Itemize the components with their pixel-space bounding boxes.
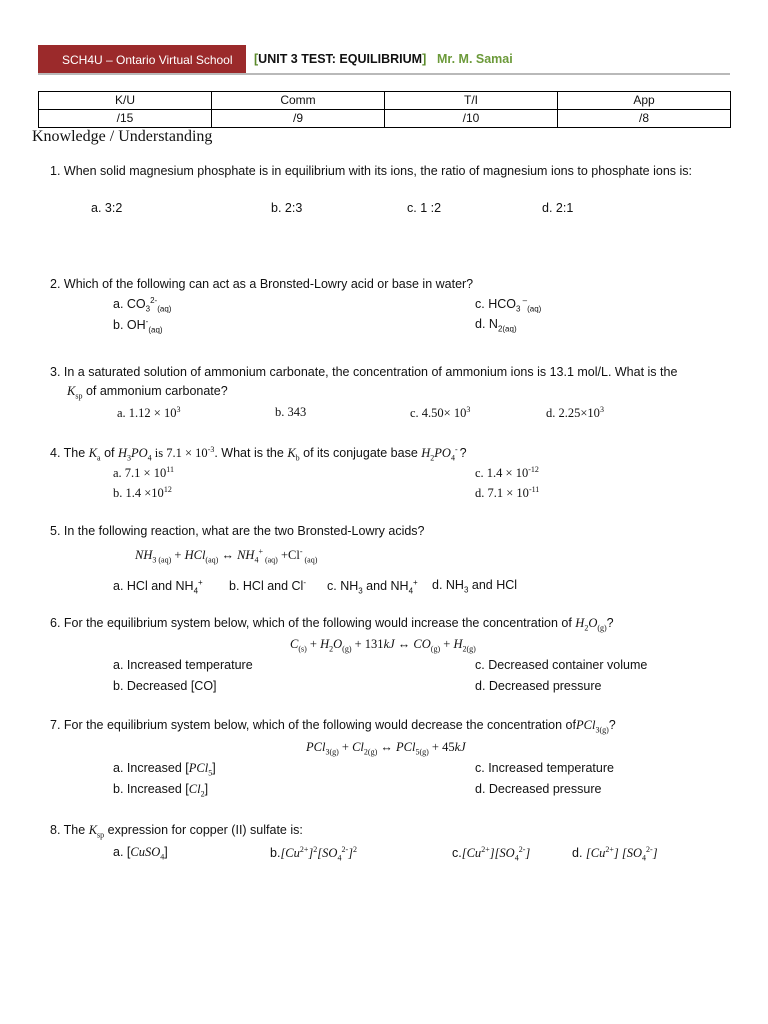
q6-option-a: a. Increased temperature <box>113 658 253 672</box>
q5-eq-arrow: ↔ <box>218 548 238 563</box>
q3-a-text: a. 1.12 × 10 <box>117 406 177 421</box>
q8-c-formula: ] <box>525 846 531 861</box>
q2-option-c <box>475 296 541 314</box>
q7-eq-op: + <box>338 740 353 754</box>
q2-c-text: c. HCO <box>475 297 516 312</box>
q4-stem-part: of its conjugate base <box>299 446 422 461</box>
q4-base-sub: 4 <box>450 453 455 463</box>
q6-h2o-state: (g) <box>597 623 607 633</box>
q8-a-text: ] <box>164 845 168 859</box>
q1-option-a: a. 3:2 <box>91 201 123 215</box>
q8-option-d <box>572 845 658 863</box>
q8-a-text: a. [ <box>113 845 131 859</box>
q4-base: PO <box>434 446 451 461</box>
q6-eq-sub: (s) <box>298 644 307 654</box>
q7-a-text: ] <box>212 761 216 775</box>
q7-eq-sub: 3(g) <box>325 747 339 757</box>
q4-b-exp: 12 <box>163 485 172 494</box>
q4-acid: H <box>117 446 127 461</box>
q5-c-charge: + <box>413 578 418 587</box>
q7-a-sub: 5 <box>208 768 213 778</box>
q8-a-sub: 4 <box>160 852 165 862</box>
q2-b-state: (aq) <box>148 325 163 335</box>
q1-stem: 1. When solid magnesium phosphate is in equilibrium with its ions, the ratio of magnesium ions to phosphate ions is: <box>50 164 693 178</box>
q7-equation <box>306 740 466 757</box>
q2-c-sub: 3 <box>515 304 521 314</box>
q4-d-text: d. 7.1 × 10 <box>475 486 529 501</box>
section-title: Knowledge / Understanding <box>32 128 213 145</box>
q5-eq-charge: - <box>299 547 303 556</box>
q4-ka-exp: -3 <box>207 445 215 454</box>
q8-stem-text: 8. The <box>50 823 89 837</box>
q2-a-text: a. CO <box>113 297 146 312</box>
q4-ka-value: is 7.1 × 10 <box>151 446 208 461</box>
q6-eq-sub: 2 <box>462 644 467 654</box>
q5-d-text: d. NH <box>432 578 464 592</box>
q8-d-formula: ] <box>652 846 658 861</box>
q3-ksp-symbol: K <box>67 384 76 398</box>
q3-option-b: b. 343 <box>275 405 307 419</box>
q7-option-b <box>113 782 208 799</box>
q8-c-formula: ][SO <box>489 846 515 861</box>
q5-eq-sub: 3 (aq) <box>152 555 172 565</box>
q4-kb-sub: b <box>295 453 300 463</box>
q5-eq-sub: (aq) <box>302 555 318 565</box>
q7-option-c: c. Increased temperature <box>475 761 614 775</box>
q4-d-exp: -11 <box>528 485 540 494</box>
q5-eq-term: HCl <box>184 548 206 563</box>
q7-stem-end: ? <box>608 718 616 732</box>
q4-base: H <box>421 446 431 461</box>
q7-stem-text: 7. For the equilibrium system below, which of the following would decrease the concentration of <box>50 718 576 732</box>
q6-eq-op: + <box>306 637 321 651</box>
q8-b-formula: [SO <box>317 846 338 861</box>
q5-eq-op: + <box>171 548 185 563</box>
q8-c-label: c. <box>452 846 462 861</box>
course-label: SCH4U – Ontario Virtual School <box>62 53 233 67</box>
q7-a-formula: PCl <box>188 761 209 775</box>
q3-option-c <box>410 405 470 421</box>
q8-option-b <box>270 845 357 863</box>
q2-stem: 2. Which of the following can act as a Bronsted-Lowry acid or base in water? <box>50 277 474 291</box>
marks-total-app: /8 <box>558 110 731 128</box>
q5-eq-sub: 4 <box>254 555 259 565</box>
marks-table <box>38 91 731 128</box>
teacher-name: Mr. M. Samai <box>437 52 513 66</box>
q4-stem-part: . What is the <box>214 446 288 461</box>
marks-header-ti: T/I <box>385 92 558 110</box>
q6-eq-term: H <box>453 637 463 651</box>
q4-stem-part: ? <box>459 446 467 461</box>
q8-ksp-sub: sp <box>97 830 105 840</box>
q3-stem-line1: 3. In a saturated solution of ammonium carbonate, the concentration of ammonium ions is 13.1 mol/L. What is the <box>50 365 678 379</box>
q4-b-text: b. 1.4 ×10 <box>113 486 164 501</box>
q5-eq-term: NH <box>135 548 153 563</box>
q4-acid: PO <box>131 446 148 461</box>
q6-option-c: c. Decreased container volume <box>475 658 648 672</box>
bracket-open: [ <box>254 52 259 66</box>
q5-c-sub: 3 <box>358 586 363 596</box>
q5-d-text: and HCl <box>468 578 518 592</box>
q8-c-formula: [Cu <box>461 846 482 861</box>
header-divider <box>38 73 730 75</box>
q4-stem-part: of <box>100 446 118 461</box>
marks-total-comm: /9 <box>212 110 385 128</box>
q8-b-charge: 2+ <box>299 845 309 854</box>
q8-ksp-symbol: K <box>88 823 98 837</box>
q4-kb-symbol: K <box>287 446 296 461</box>
q8-d-label: d. <box>572 846 586 861</box>
q4-c-text: c. 1.4 × 10 <box>475 466 529 481</box>
q5-equation <box>135 547 317 565</box>
q2-c-charge: – <box>520 296 528 305</box>
q3-c-text: c. 4.50× 10 <box>410 406 467 421</box>
q5-option-a <box>113 578 203 596</box>
marks-total-ku: /15 <box>39 110 212 128</box>
q7-eq-term: Cl <box>352 740 364 754</box>
unit-label: UNIT 3 TEST: EQUILIBRIUM <box>258 52 423 66</box>
q3-a-exp: 3 <box>176 405 181 414</box>
q5-a-sub: 4 <box>193 586 199 596</box>
q8-d-sub: 4 <box>642 853 647 863</box>
q7-b-sub: 2 <box>200 789 205 799</box>
q6-eq-op: + 131 <box>351 637 384 651</box>
q8-option-c <box>452 845 530 863</box>
q7-eq-sub: 2(g) <box>363 747 378 757</box>
q6-h2o: O <box>588 616 598 630</box>
q4-option-c <box>475 465 539 481</box>
q7-eq-op: + 45 <box>428 740 455 754</box>
q4-base-sub: 2 <box>430 453 435 463</box>
q7-pcl3: PCl <box>575 718 596 732</box>
course-banner <box>38 45 246 75</box>
q2-d-text: d. N <box>475 317 498 331</box>
q5-eq-charge: + <box>258 547 263 556</box>
q4-option-a <box>113 465 174 481</box>
q7-option-a <box>113 761 216 778</box>
q4-a-exp: 11 <box>166 465 174 474</box>
q8-stem-text: expression for copper (II) sulfate is: <box>104 823 303 837</box>
q7-b-text: ] <box>204 782 209 796</box>
q8-c-charge: 2- <box>518 845 526 854</box>
q2-option-b <box>113 317 163 335</box>
q3-option-a <box>117 405 180 421</box>
q5-c-sub: 4 <box>408 586 414 596</box>
q6-eq-sub: (g) <box>466 644 476 654</box>
q2-option-a <box>113 296 171 314</box>
q6-eq-term: CO <box>413 637 431 651</box>
q5-b-text: b. HCl and Cl <box>229 579 304 594</box>
q7-pcl3-sub: 3(g) <box>595 725 609 735</box>
q3-option-d <box>546 405 604 421</box>
q8-stem <box>50 823 303 840</box>
q8-b-formula: ] <box>308 846 314 861</box>
q6-eq-op: + <box>440 637 454 651</box>
q3-stem-line2 <box>67 384 228 401</box>
q5-b-charge: - <box>303 578 307 587</box>
q8-d-formula: [Cu <box>585 846 606 861</box>
q1-option-b: b. 2:3 <box>271 201 303 215</box>
q3-c-exp: 3 <box>466 405 471 414</box>
q2-b-charge: - <box>145 317 149 326</box>
q7-eq-term: PCl <box>306 740 326 754</box>
q5-c-text: c. NH <box>327 579 359 594</box>
bracket-close: ] <box>422 52 427 66</box>
q8-b-exp: 2 <box>352 845 357 854</box>
q8-d-charge: 2+ <box>605 845 614 854</box>
q5-a-charge: + <box>198 578 203 587</box>
q6-stem-end: ? <box>606 616 614 630</box>
q6-equation <box>290 637 476 654</box>
q8-c-sub: 4 <box>514 853 519 863</box>
q7-eq-unit: kJ <box>454 740 466 754</box>
q8-b-formula: ] <box>348 846 353 861</box>
q2-d-state: 2(aq) <box>497 324 517 334</box>
q4-stem-part: 4. The <box>50 446 89 461</box>
q5-c-text: and NH <box>362 579 409 594</box>
q4-acid-sub: 4 <box>147 453 152 463</box>
q5-d-sub: 3 <box>463 585 469 595</box>
marks-total-row <box>39 110 731 128</box>
q6-stem <box>50 616 614 633</box>
q5-eq-sub: (aq) <box>262 555 278 565</box>
q4-a-text: a. 7.1 × 10 <box>113 466 167 481</box>
q8-b-charge: 2- <box>341 845 349 854</box>
marks-header-comm: Comm <box>212 92 385 110</box>
q7-option-d: d. Decreased pressure <box>475 782 602 796</box>
q7-eq-term: PCl <box>395 740 416 754</box>
q6-option-d: d. Decreased pressure <box>475 679 602 693</box>
q3-d-exp: 3 <box>599 405 604 414</box>
q6-eq-arrow: ↔ <box>394 637 414 651</box>
q7-b-formula: Cl <box>188 782 201 796</box>
q7-eq-sub: 5(g) <box>415 747 429 757</box>
q5-eq-term: +Cl <box>277 548 300 563</box>
q2-b-text: b. OH <box>113 318 146 333</box>
q7-stem <box>50 718 616 735</box>
q4-ka-symbol: K <box>88 446 98 461</box>
q4-option-d <box>475 485 539 501</box>
q8-b-exp: 2 <box>313 845 318 854</box>
q5-a-text: a. HCl and NH <box>113 579 194 594</box>
q6-eq-sub: 2 <box>329 644 334 654</box>
q2-a-charge: 2- <box>150 296 158 305</box>
q5-option-d <box>432 578 517 595</box>
q2-c-state: (aq) <box>527 304 542 314</box>
q7-eq-arrow: ↔ <box>377 740 396 754</box>
q6-stem-text: 6. For the equilibrium system below, which of the following would increase the concentration of <box>50 616 576 630</box>
q3-ksp-sub: sp <box>75 391 83 401</box>
q5-option-b <box>229 578 306 593</box>
q8-d-charge: 2- <box>646 845 653 854</box>
marks-header-app: App <box>558 92 731 110</box>
q8-b-label: b. <box>270 846 281 861</box>
q2-option-d <box>475 317 517 334</box>
q6-eq-term: H <box>320 637 330 651</box>
q5-eq-sub: (aq) <box>205 555 219 565</box>
marks-header-ku: K/U <box>39 92 212 110</box>
q4-stem <box>50 445 467 463</box>
q8-b-sub: 4 <box>337 853 342 863</box>
q4-ka-sub: a <box>97 453 101 463</box>
q6-eq-term: C <box>290 637 299 651</box>
q5-option-c <box>327 578 418 596</box>
marks-header-row <box>39 92 731 110</box>
q1-option-c: c. 1 :2 <box>407 201 442 215</box>
q8-d-formula: ] [SO <box>613 846 643 861</box>
q6-eq-sub: (g) <box>342 644 352 654</box>
q8-option-a <box>113 845 168 862</box>
q4-c-exp: -12 <box>528 465 539 474</box>
q4-base-charge: - <box>454 445 460 454</box>
q6-option-b: b. Decreased [CO] <box>113 679 217 693</box>
q3-d-text: d. 2.25×10 <box>546 406 600 421</box>
q8-a-formula: CuSO <box>130 845 161 859</box>
unit-title <box>254 52 426 66</box>
q4-option-b <box>113 485 172 501</box>
q6-h2o: H <box>575 616 585 630</box>
q2-a-sub: 3 <box>145 304 151 314</box>
q6-eq-unit: kJ <box>383 637 395 651</box>
q5-eq-term: NH <box>237 548 255 563</box>
q7-a-text: a. Increased [ <box>113 761 189 775</box>
marks-total-ti: /10 <box>385 110 558 128</box>
q2-a-state: (aq) <box>157 304 172 314</box>
q1-option-d: d. 2:1 <box>542 201 574 215</box>
q6-h2o-sub: 2 <box>584 623 589 633</box>
q4-acid-sub: 3 <box>127 453 131 463</box>
q8-b-formula: [Cu <box>280 846 300 861</box>
q5-stem: 5. In the following reaction, what are the two Bronsted-Lowry acids? <box>50 524 425 538</box>
q6-eq-term: O <box>333 637 343 651</box>
q6-eq-sub: (g) <box>430 644 441 654</box>
q3-stem-rest: of ammonium carbonate? <box>82 384 228 398</box>
q7-b-text: b. Increased [ <box>113 782 189 796</box>
q8-c-charge: 2+ <box>481 845 490 854</box>
